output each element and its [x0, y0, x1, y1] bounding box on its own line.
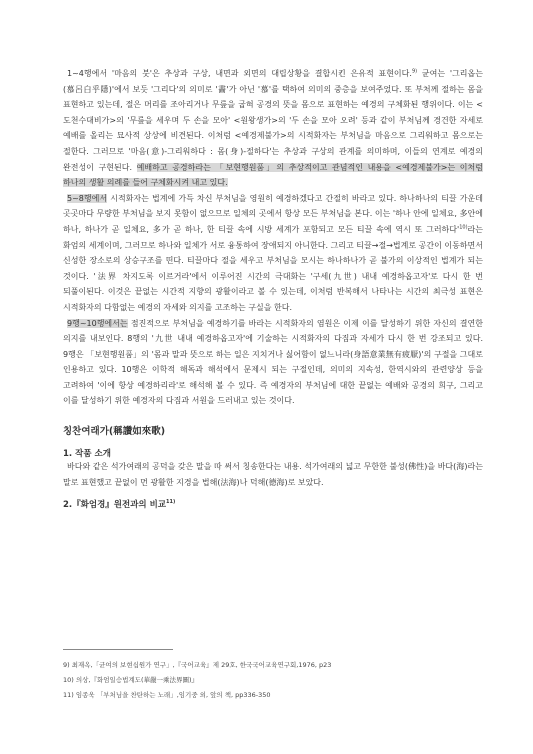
- paragraph-1-text-a: 1~4행에서 '마음의 붓'은 추상과 구상, 내면과 외면의 대립상황을 결합시킨 은유적 표현이다.: [67, 69, 412, 78]
- footnote-10: 10) 의상,『화엄일승법계도(華嚴一乘法界圖)』: [63, 676, 199, 684]
- footnote-11: 11) 임종욱 「부처님을 찬탄하는 노래」,임기중 외, 앞의 책, pp336-350: [63, 691, 271, 699]
- paragraph-3: [63, 316, 483, 410]
- paragraph-2-highlight: 5~8행에서: [67, 193, 108, 203]
- paragraph-2-text-b: 라는 화엄의 세계이며, 그러므로 하나와 일체가 서로 융통하여 장애되지 아니한다. 그리고 티끌→절→법계로 공간이 이동하면서 신성한 장소로의 상승구조를 띤다. 티끌마다 절을 세우고 부처님을 모시는 하나하나가 곧 불가의 이상적인 법계가 되는 것이다. '法界 차지도록 이르거라'에서 이루어진 시간의 극대화는 '구세(九世) 내내 예경하옵고자'로 다시 한 번 되풀이된다. 이것은 끝없는 시간적 지향의 광활이라고 볼 수 있는데, 이처럼 반복해서 나타나는 시간의 최극성 표현은 시적화자의 다함없는 예경의 자세와 의지를 고조하는 구실을 한다.: [63, 224, 483, 312]
- footnote-divider: [63, 649, 173, 650]
- footnote-ref-11[interactable]: 11): [166, 499, 176, 506]
- paragraph-2-text-a: 시적화자는 법계에 가득 차신 부처님을 영원히 예경하겠다고 간절히 바라고 있다. 하나하나의 티끌 가운데 곳곳마다 무량한 부처님을 보지 못함이 없으므로 일체의 곳에서 항상 모든 부처님을 본다. 이는 '하나 안에 일체요, 多안에 하나, 하나가 곧 일체요, 多가 곧 하나, 한 티끌 속에 시방 세계가 포함되고 모든 티끌 속에 역시 또 그러하다': [63, 193, 483, 234]
- subsection-2-title: [63, 498, 483, 510]
- subsection-1-text: 바다와 같은 석가여래의 공덕을 갖은 말을 따 써서 칭송한다는 내용. 석가여래의 넓고 무한한 불성(佛性)을 바다(海)라는 말로 표현했고 끝없이 먼 광활한 지경을 법해(法海)나 덕해(德海)로 보았다.: [63, 462, 483, 487]
- paragraph-3-highlight: 9행~10행에서는: [67, 318, 128, 328]
- footnotes: [63, 658, 483, 703]
- footnote-ref-9[interactable]: 9): [411, 68, 418, 75]
- paragraph-2: [63, 191, 483, 316]
- paragraph-3-text-a: 점진적으로 부처님을 예경하기를 바라는 시적화자의 염원은 이제 이를 달성하기 위한 자신의 결연한 의지를 내보인다. 8행의 '九世 내내 예경하옵고자'에 기술하는 시적화자의 다짐과 자세가 다시 한 번 강조되고 있다. 9행은 「보현행원품」의 '몸과 말과 뜻으로 하는 일은 지치거나 싫어함이 없느니라(身語意業無有疲厭)'의 구절을 그대로 인용하고 있다. 10행은 이학적 해독과 해석에서 문제시 되는 구절인데, 의미의 지속성, 한역시와의 관련양상 등을 고려하여 '이에 항상 예경하리라'로 해석해 볼 수 있다. 즉 예경자의 부처님에 대한 끝없는 예배와 공경의 희구, 그리고 이를 달성하기 위한 예경자의 다짐과 서원을 드러내고 있는 것이다.: [63, 318, 483, 406]
- paragraph-1: [63, 66, 483, 191]
- subsection-2-title-text: 2.『화엄경』원전과의 비교: [63, 500, 167, 511]
- document-body: [63, 66, 483, 510]
- subsection-1-title: 1. 작품 소개: [63, 449, 111, 460]
- paragraph-1-highlight: 예배하고 공경하라는 「보현행원품」의 추상적이고 관념적인 내용을 <예경제불가>는 이처럼 하나의 생활 의례를 들어 구체화시켜 내고 있다.: [63, 162, 483, 188]
- paragraph-1-text-b: 균여는 '그리옵는(慕呂白乎隱)'에서 보듯 '그리다'의 의미로 '畵'가 아닌 '慕'를 택하여 의미의 중층을 보여주었다. 또 부처께 절하는 몸을 표현하고 있는데, 절은 머리를 조아리거나 무릎을 굽혀 공경의 뜻을 몸으로 표현하는 예경의 구체화된 행위이다. 이는 <도천수대비가>의 '무릎을 세우며 두 손을 모아' <원왕생가>의 '두 손을 모아 오려' 등과 같이 부처님께 경건한 자세로 예배를 올리는 묘사적 상상에 비견된다. 이처럼 <예경제불가>의 시적화자는 부처님을 마음으로 그리워하고 몸으로는 절한다. 그러므로 '마음(意)-그리워하다 : 몸(身)-절하다'는 추상과 구상의 관계를 의미하며, 이들의 연계로 예경의 완전성이 구현된다.: [63, 69, 483, 172]
- footnote-9: 9) 최재옥,「균여의 보현십원가 연구」,『국어교육』제 29호, 한국국어교육연구회,1976, p23: [63, 661, 332, 669]
- section-title: 칭찬여래가(稱讚如來歌): [63, 426, 166, 438]
- footnote-ref-10[interactable]: 10): [459, 224, 468, 231]
